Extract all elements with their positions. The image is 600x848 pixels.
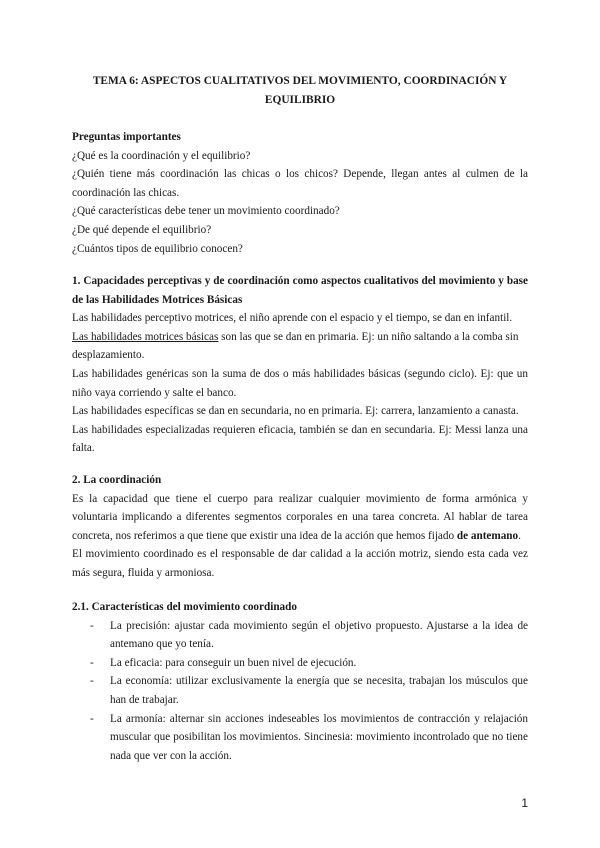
- pregunta-item: ¿Qué características debe tener un movimiento coordinado?: [72, 205, 340, 218]
- section-2: [72, 471, 528, 583]
- list-item: - La eficacia: para conseguir un buen nivel de ejecución.: [90, 654, 528, 673]
- section-2-1-heading: 2.1. Características del movimiento coordinado: [72, 601, 297, 613]
- section-1: [72, 272, 528, 458]
- section-1-paragraph: Las habilidades perceptivo motrices, el niño aprende con el espacio y el tiempo, se dan en infantil.: [72, 312, 513, 325]
- section-1-paragraph: Las habilidades especializadas requieren eficacia, también se dan en secundaria. Ej: Messi lanza una falta.: [72, 423, 528, 455]
- pregunta-item: ¿Cuántos tipos de equilibrio conocen?: [72, 242, 243, 255]
- preguntas-section: [72, 128, 528, 258]
- list-item: - La precisión: ajustar cada movimiento según el objetivo propuesto. Ajustarse a la idea de antemano que yo tenía.: [90, 617, 528, 654]
- section-2-heading: 2. La coordinación: [72, 474, 162, 486]
- section-1-heading: 1. Capacidades perceptivas y de coordinación como aspectos cualitativos del movimiento y base de las Habilidades Motrices Básicas: [72, 275, 528, 306]
- list-item: - La economía: utilizar exclusivamente la energía que se necesita, trabajan los músculos que han de trabajar.: [90, 672, 528, 709]
- preguntas-heading: Preguntas importantes: [72, 131, 181, 143]
- underlined-term: Las habilidades motrices básicas: [72, 330, 219, 343]
- section-1-paragraph: Las habilidades específicas se dan en secundaria, no en primaria. Ej: carrera, lanzamiento a canasta.: [72, 405, 519, 418]
- pregunta-item: ¿Qué es la coordinación y el equilibrio?: [72, 149, 251, 162]
- section-1-paragraph: Las habilidades genéricas son la suma de dos o más habilidades básicas (segundo ciclo). Ej: que un niño vaya corriendo y salte el banco.: [72, 367, 528, 399]
- section-2-paragraph: El movimiento coordinado es el responsable de dar calidad a la acción motriz, siendo esta cada vez más segura, fluida y armoniosa.: [72, 548, 528, 579]
- page-number: 1: [521, 796, 528, 810]
- list-item: - La armonía: alternar sin acciones indeseables los movimientos de contracción y relajación muscular que posibilitan los movimientos. Sincinesia: movimiento incontrolado que no tiene nada que ver con la acción.: [90, 710, 528, 766]
- document-title: TEMA 6: ASPECTOS CUALITATIVOS DEL MOVIMIENTO, COORDINACIÓN Y EQUILIBRIO: [92, 75, 508, 106]
- bold-term: de antemano: [456, 529, 519, 542]
- section-2-1: [72, 598, 528, 765]
- section-2-paragraph: Es la capacidad que tiene el cuerpo para realizar cualquier movimiento de forma armónica y voluntaria implicando a diferentes segmentos corporales en una tarea concreta. Al hablar de tarea concreta, nos referimos a que tiene que existir una idea de la acción que hemos fijado de antemano.: [72, 492, 528, 542]
- section-1-paragraph: Las habilidades motrices básicas son las que se dan en primaria. Ej: un niño saltando a la comba sin desplazamiento.: [72, 330, 519, 362]
- pregunta-item: ¿De qué depende el equilibrio?: [72, 223, 212, 236]
- pregunta-item: ¿Quién tiene más coordinación las chicas o los chicos? Depende, llegan antes al culmen de la coordinación las chicas.: [72, 168, 528, 199]
- characteristics-list: [90, 617, 528, 766]
